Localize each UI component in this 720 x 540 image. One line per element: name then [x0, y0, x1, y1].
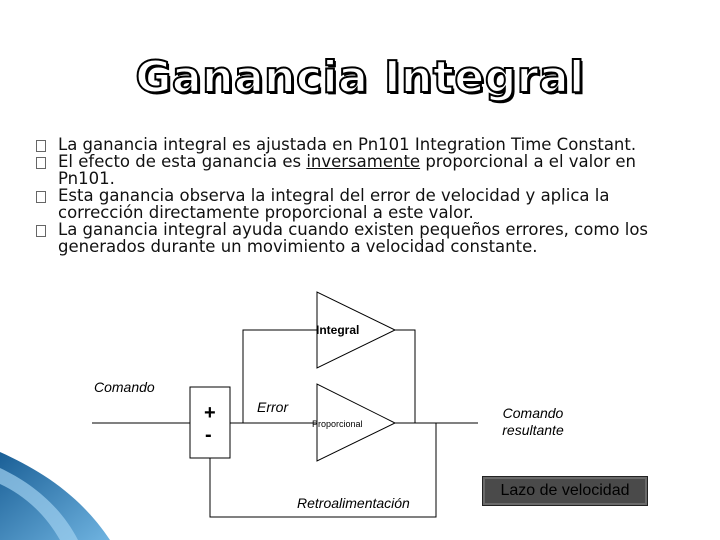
- bullet-text-2-pre: El efecto de esta ganancia es: [58, 152, 307, 171]
- lazo-de-velocidad-box: Lazo de velocidad: [482, 476, 648, 506]
- minus-sign: -: [205, 424, 212, 446]
- bullet-text-2-underlined: inversamente: [306, 152, 421, 171]
- comando-resultante-line2: resultante: [502, 422, 564, 438]
- retroalimentacion-label: Retroalimentación: [297, 495, 410, 511]
- bullet-text-3: Esta ganancia observa la integral del error de velocidad y aplica la corrección directamente proporcional a este valor.: [58, 186, 610, 222]
- error-label: Error: [257, 399, 289, 415]
- integral-output-line: [395, 330, 415, 423]
- integral-label: Integral: [316, 323, 360, 337]
- bullet-text-1: La ganancia integral es ajustada en Pn101 Integration Time Constant.: [58, 135, 637, 154]
- bullet-text-4: La ganancia integral ayuda cuando existen pequeños errores, como los generados durante un movimiento a velocidad constante.: [58, 220, 649, 256]
- plus-sign: +: [204, 402, 216, 424]
- slide-title: Ganancia Integral: [135, 52, 585, 103]
- comando-label: Comando: [94, 379, 155, 395]
- proporcional-label: Proporcional: [312, 419, 363, 429]
- bullet-text-2-post: proporcional a el valor en Pn101.: [58, 152, 636, 188]
- comando-resultante-line1: Comando: [502, 405, 564, 421]
